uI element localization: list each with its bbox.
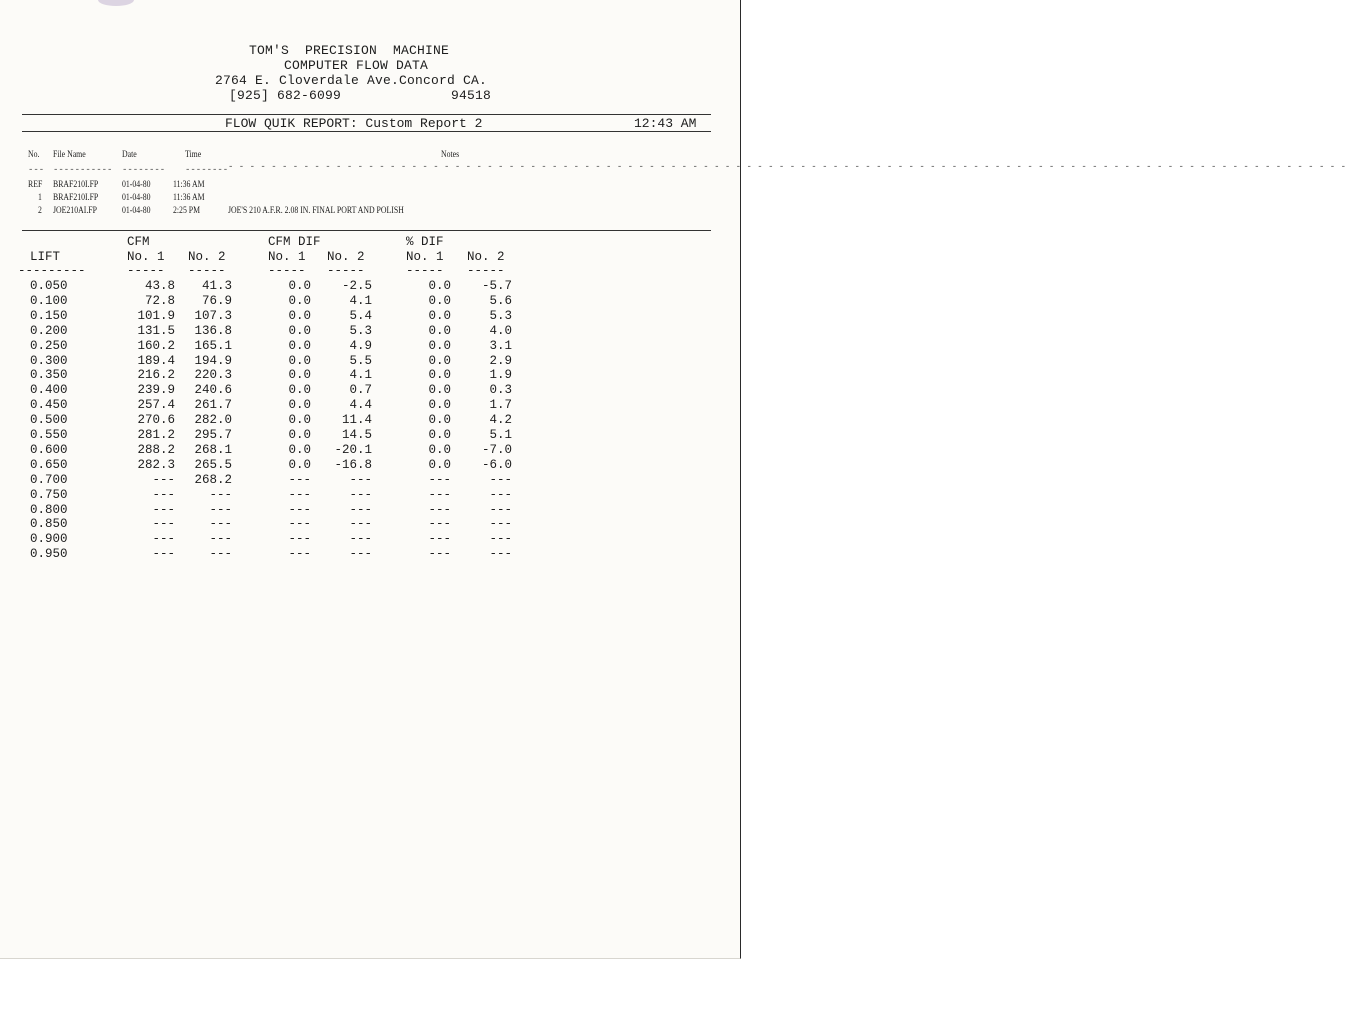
- table-column-underline: -----: [268, 264, 306, 278]
- table-cell: 216.2: [137, 368, 175, 383]
- table-cell: 0.3: [489, 383, 512, 398]
- table-cell: 194.9: [194, 353, 232, 368]
- table-column-underline: -----: [327, 264, 365, 278]
- table-cell: ---: [288, 487, 311, 502]
- table-cell: 282.3: [137, 457, 175, 472]
- report-time: 12:43 AM: [634, 116, 697, 131]
- table-cell: 43.8: [144, 279, 175, 293]
- table-cell: 11.4: [341, 413, 372, 428]
- table-cell: 268.1: [194, 442, 232, 457]
- company-phone: [925] 682-6099: [229, 88, 342, 103]
- run-number: 1: [38, 193, 42, 203]
- table-cell: 14.5: [341, 428, 372, 442]
- table-cell: 165.1: [194, 338, 232, 353]
- table-group-header: CFM DIF: [268, 235, 321, 249]
- runs-column-header: Time: [185, 150, 202, 160]
- table-column-header: No. 2: [188, 250, 226, 264]
- table-cell: ---: [349, 547, 372, 562]
- table-cell: ---: [349, 472, 372, 487]
- table-cell: 0.0: [428, 338, 451, 353]
- table-cell: 5.1: [489, 428, 512, 442]
- run-date: 01-04-80: [122, 193, 151, 203]
- runs-column-underline: ---: [28, 165, 45, 175]
- table-cell: -5.7: [481, 279, 512, 293]
- table-column-header: No. 1: [406, 250, 444, 264]
- table-cell: 0.0: [288, 308, 311, 323]
- table-cell: 4.0: [489, 323, 512, 338]
- table-cell: ---: [209, 502, 232, 517]
- table-cell: ---: [489, 472, 512, 487]
- table-cell: 0.0: [288, 338, 311, 353]
- table-cell: ---: [428, 547, 451, 562]
- table-cell: 136.8: [194, 323, 232, 338]
- table-column-underline: -----: [467, 264, 505, 278]
- lift-value: 0.800: [30, 502, 68, 517]
- table-cell: ---: [489, 487, 512, 502]
- table-cell: 0.0: [288, 457, 311, 472]
- table-cell: ---: [288, 517, 311, 532]
- header-rule-bottom: [22, 131, 711, 132]
- table-cell: 4.1: [349, 293, 372, 308]
- table-cell: 5.3: [349, 323, 372, 338]
- lift-value: 0.200: [30, 323, 68, 338]
- table-cell: ---: [152, 472, 175, 487]
- table-cell: 220.3: [194, 368, 232, 383]
- table-cell: 0.0: [428, 428, 451, 442]
- run-time: 11:36 AM: [173, 180, 205, 190]
- runs-column-underline: --------: [122, 165, 166, 175]
- run-date: 01-04-80: [122, 180, 151, 190]
- table-cell: 131.5: [137, 323, 175, 338]
- table-cell: 0.0: [288, 413, 311, 428]
- table-cell: 0.0: [428, 323, 451, 338]
- table-cell: 4.4: [349, 398, 372, 413]
- table-cell: -7.0: [481, 442, 512, 457]
- lift-value: 0.500: [30, 413, 68, 428]
- table-cell: 0.0: [428, 368, 451, 383]
- lift-value: 0.600: [30, 442, 68, 457]
- table-cell: 160.2: [137, 338, 175, 353]
- table-cell: ---: [489, 547, 512, 562]
- table-cell: ---: [152, 547, 175, 562]
- table-cell: ---: [428, 472, 451, 487]
- table-cell: 0.0: [288, 398, 311, 413]
- lift-value: 0.100: [30, 293, 68, 308]
- table-cell: ---: [349, 487, 372, 502]
- table-cell: 288.2: [137, 442, 175, 457]
- table-cell: ---: [489, 502, 512, 517]
- lift-value: 0.450: [30, 398, 68, 413]
- table-cell: 4.2: [489, 413, 512, 428]
- table-cell: ---: [152, 532, 175, 547]
- table-column-header: LIFT: [30, 250, 61, 264]
- table-cell: 0.0: [288, 368, 311, 383]
- table-cell: 257.4: [137, 398, 175, 413]
- table-cell: 0.0: [288, 383, 311, 398]
- table-cell: 0.0: [288, 442, 311, 457]
- table-cell: 5.5: [349, 353, 372, 368]
- run-notes: JOE'S 210 A.F.R. 2.08 IN. FINAL PORT AND POLISH: [228, 206, 404, 216]
- table-cell: 5.4: [349, 308, 372, 323]
- run-file-name: JOE210AI.FP: [53, 206, 97, 216]
- table-cell: 0.0: [428, 398, 451, 413]
- table-cell: 0.0: [428, 383, 451, 398]
- table-column-header: No. 1: [268, 250, 306, 264]
- table-cell: 282.0: [194, 413, 232, 428]
- lift-value: 0.850: [30, 517, 68, 532]
- run-number: REF: [28, 180, 43, 190]
- lift-value: 0.150: [30, 308, 68, 323]
- table-cell: 1.7: [489, 398, 512, 413]
- table-column-header: No. 2: [327, 250, 365, 264]
- table-cell: 5.6: [489, 293, 512, 308]
- table-cell: 265.5: [194, 457, 232, 472]
- table-cell: 281.2: [137, 428, 175, 442]
- table-cell: 189.4: [137, 353, 175, 368]
- table-cell: 41.3: [201, 279, 232, 293]
- report-source: COMPUTER FLOW DATA: [284, 58, 429, 73]
- table-cell: 0.0: [428, 308, 451, 323]
- table-cell: ---: [349, 502, 372, 517]
- table-cell: ---: [349, 517, 372, 532]
- table-cell: -2.5: [341, 279, 372, 293]
- runs-column-header: No.: [28, 150, 40, 160]
- lift-value: 0.650: [30, 457, 68, 472]
- table-cell: 0.0: [288, 353, 311, 368]
- table-cell: ---: [152, 517, 175, 532]
- table-cell: ---: [288, 502, 311, 517]
- table-cell: -6.0: [481, 457, 512, 472]
- table-cell: 239.9: [137, 383, 175, 398]
- lift-value: 0.400: [30, 383, 68, 398]
- table-column-underline: -----: [406, 264, 444, 278]
- table-cell: ---: [209, 517, 232, 532]
- runs-column-header: Notes: [441, 150, 460, 160]
- table-cell: 4.9: [349, 338, 372, 353]
- run-date: 01-04-80: [122, 206, 151, 216]
- runs-notes-underline: - - - - - - - - - - - - - - - - - - - - - - - - - - - - - - - - - - - - - - - - - - - - - - - - - - - - - - - - - - - - - - - - - - - - - - - - - - - - - - - - - - - - - - - - - - - - - - - - - - - - - - - -: [228, 162, 1346, 172]
- company-name: TOM'S PRECISION MACHINE: [249, 43, 450, 58]
- table-cell: 0.0: [428, 293, 451, 308]
- report-title: FLOW QUIK REPORT: Custom Report 2: [225, 116, 483, 131]
- table-cell: 0.0: [428, 442, 451, 457]
- table-cell: 0.0: [288, 279, 311, 293]
- lift-value: 0.950: [30, 547, 68, 562]
- table-cell: 107.3: [194, 308, 232, 323]
- run-number: 2: [38, 206, 42, 216]
- company-zip: 94518: [451, 88, 492, 103]
- table-cell: 0.0: [428, 457, 451, 472]
- lift-value: 0.550: [30, 428, 68, 442]
- table-cell: ---: [288, 532, 311, 547]
- lift-value: 0.900: [30, 532, 68, 547]
- table-cell: 0.7: [349, 383, 372, 398]
- lift-value: 0.300: [30, 353, 68, 368]
- table-cell: ---: [288, 547, 311, 562]
- table-cell: ---: [428, 487, 451, 502]
- table-cell: 2.9: [489, 353, 512, 368]
- table-column-underline: -----: [188, 264, 226, 278]
- table-cell: 270.6: [137, 413, 175, 428]
- runs-column-underline: --------: [185, 165, 229, 175]
- table-cell: 76.9: [201, 293, 232, 308]
- table-cell: ---: [209, 532, 232, 547]
- table-column-header: No. 2: [467, 250, 505, 264]
- table-cell: ---: [209, 547, 232, 562]
- runs-column-header: File Name: [53, 150, 86, 160]
- table-group-header: CFM: [127, 235, 150, 249]
- lift-value: 0.350: [30, 368, 68, 383]
- table-cell: 0.0: [288, 293, 311, 308]
- table-cell: 261.7: [194, 398, 232, 413]
- lift-value: 0.250: [30, 338, 68, 353]
- table-cell: 1.9: [489, 368, 512, 383]
- lift-value: 0.700: [30, 472, 68, 487]
- run-time: 2:25 PM: [173, 206, 201, 216]
- table-cell: 240.6: [194, 383, 232, 398]
- table-cell: ---: [489, 517, 512, 532]
- table-cell: 0.0: [288, 323, 311, 338]
- run-file-name: BRAF210I.FP: [53, 193, 99, 203]
- table-cell: 0.0: [288, 428, 311, 442]
- table-cell: 0.0: [428, 279, 451, 293]
- table-column-header: No. 1: [127, 250, 165, 264]
- table-cell: ---: [489, 532, 512, 547]
- table-cell: ---: [428, 502, 451, 517]
- table-cell: ---: [349, 532, 372, 547]
- company-address: 2764 E. Cloverdale Ave.Concord CA.: [215, 73, 488, 88]
- table-column-underline: -----: [127, 264, 165, 278]
- run-time: 11:36 AM: [173, 193, 205, 203]
- table-cell: ---: [428, 517, 451, 532]
- table-cell: ---: [152, 487, 175, 502]
- table-cell: 3.1: [489, 338, 512, 353]
- table-cell: 4.1: [349, 368, 372, 383]
- table-cell: ---: [288, 472, 311, 487]
- table-column-underline: ---------: [18, 264, 86, 278]
- table-cell: -16.8: [334, 457, 372, 472]
- table-rule: [22, 230, 711, 231]
- lift-value: 0.050: [30, 279, 68, 293]
- runs-column-underline: -----------: [53, 165, 113, 175]
- table-cell: 0.0: [428, 353, 451, 368]
- runs-column-header: Date: [122, 150, 137, 160]
- table-cell: ---: [209, 487, 232, 502]
- table-cell: 72.8: [144, 293, 175, 308]
- table-cell: -20.1: [334, 442, 372, 457]
- table-cell: 268.2: [194, 472, 232, 487]
- header-rule-top: [22, 114, 711, 115]
- lift-value: 0.750: [30, 487, 68, 502]
- run-file-name: BRAF210I.FP: [53, 180, 99, 190]
- table-cell: 5.3: [489, 308, 512, 323]
- table-cell: ---: [152, 502, 175, 517]
- table-cell: 101.9: [137, 308, 175, 323]
- table-cell: ---: [428, 532, 451, 547]
- table-group-header: % DIF: [406, 235, 444, 249]
- table-cell: 295.7: [194, 428, 232, 442]
- table-cell: 0.0: [428, 413, 451, 428]
